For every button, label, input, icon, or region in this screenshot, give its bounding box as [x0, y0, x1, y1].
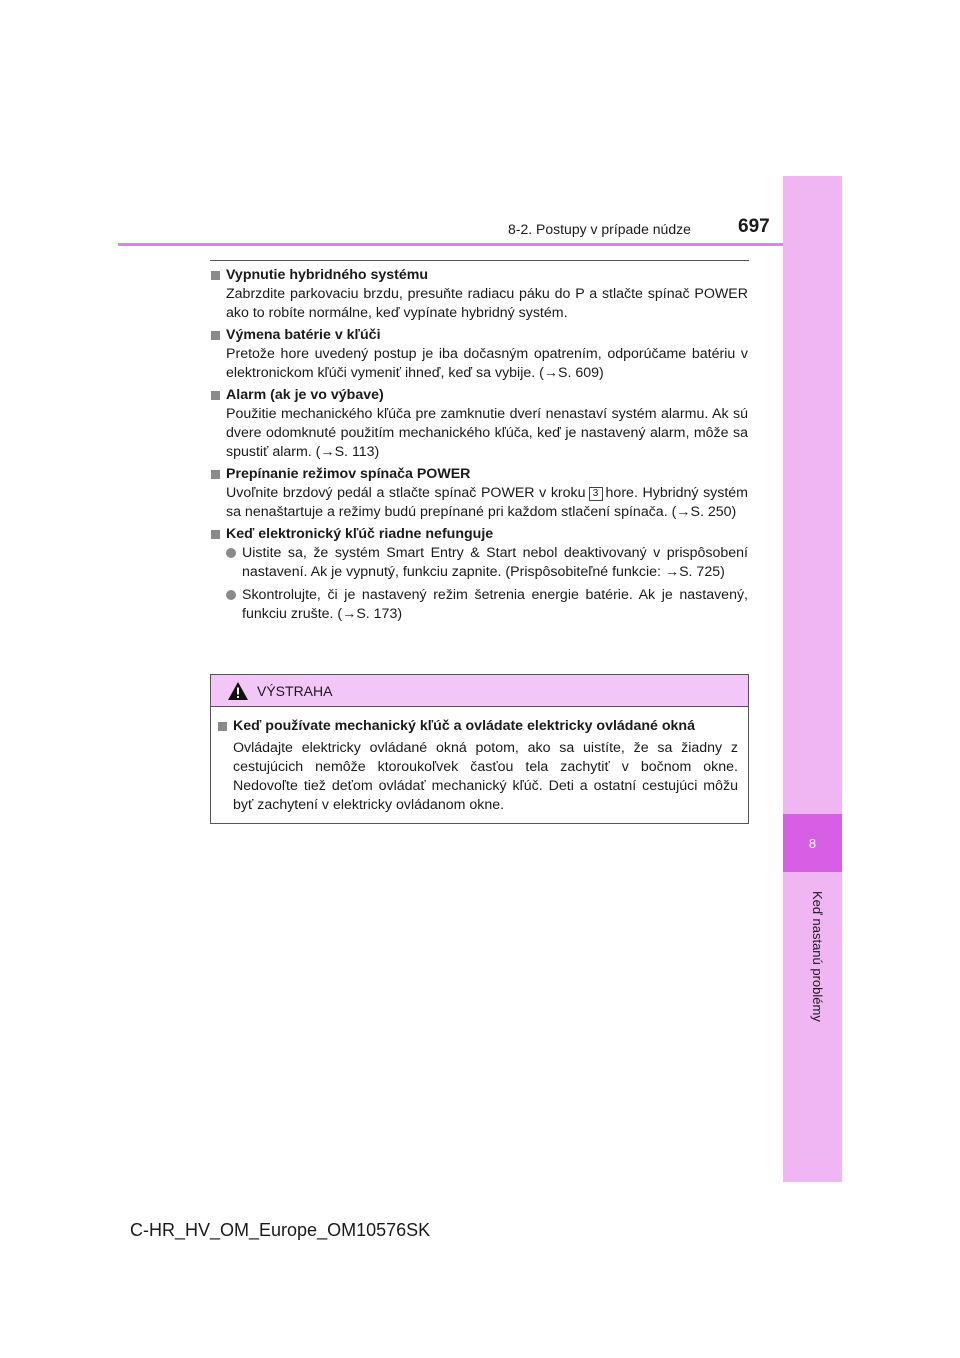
circle-bullet-icon: [226, 590, 236, 600]
list-item: [210, 544, 748, 582]
item-hybrid-shutdown: [210, 266, 748, 323]
item-title: Vypnutie hybridného systému: [226, 267, 429, 283]
item-text: Pretože hore uvedený postup je iba dočasným opatrením, odporúčame batériu v elektronickom kľúči vymeniť ihneď, keď sa vybije. (→S. 609): [226, 346, 748, 381]
warning-label: VÝSTRAHA: [257, 682, 333, 699]
warning-header: [211, 675, 748, 707]
square-bullet-icon: [218, 722, 227, 731]
header-divider: [118, 243, 783, 246]
chapter-title: Keď nastanú problémy: [810, 891, 825, 1022]
item-alarm: [210, 386, 748, 462]
item-key-malfunction: [210, 525, 748, 624]
chapter-side-tab: [783, 176, 842, 1182]
warning-triangle-icon: [227, 681, 249, 701]
item-power-modes: [210, 465, 748, 522]
square-bullet-icon: [211, 271, 220, 280]
item-title: Alarm (ak je vo výbave): [226, 387, 384, 403]
square-bullet-icon: [211, 530, 220, 539]
document-id: C-HR_HV_OM_Europe_OM10576SK: [130, 1220, 431, 1240]
warning-title: Keď používate mechanický kľúč a ovládate elektricky ovládané okná: [233, 718, 695, 734]
item-title: Keď elektronický kľúč riadne nefunguje: [226, 526, 494, 542]
item-text: [210, 484, 748, 522]
square-bullet-icon: [211, 470, 220, 479]
item-text-before: Uvoľnite brzdový pedál a stlačte spínač POWER v kroku: [226, 485, 586, 501]
item-key-battery: [210, 326, 748, 383]
square-bullet-icon: [211, 331, 220, 340]
warning-body: [211, 707, 748, 815]
list-item: [210, 586, 748, 624]
step-number-box: 3: [589, 487, 603, 501]
item-text: Použitie mechanického kľúča pre zamknutie dverí nenastaví systém alarmu. Ak sú dvere odomknuté použitím mechanického kľúča, keď je nastavený alarm, môže sa spustiť alarm. (→S. 113): [226, 406, 748, 460]
warning-box: [210, 674, 749, 824]
chapter-number: 8: [783, 814, 842, 872]
square-bullet-icon: [211, 391, 220, 400]
page-number: 697: [738, 216, 770, 237]
item-text: Zabrzdite parkovaciu brzdu, presuňte radiacu páku do P a stlačte spínač POWER ako to robíte normálne, keď vypínate hybridný systém.: [226, 286, 748, 321]
content-divider: [210, 260, 749, 261]
item-text-after: hore. Hybridný systém sa nenaštartuje a režimy budú prepínané pri každom stlačení spínača. (→S. 250): [226, 485, 749, 520]
section-title: 8-2. Postupy v prípade núdze: [508, 221, 691, 237]
bullet-text: Skontrolujte, či je nastavený režim šetrenia energie batérie. Ak je nastavený, funkciu zrušte. (→S. 173): [242, 587, 748, 622]
item-title: Prepínanie režimov spínača POWER: [226, 466, 471, 482]
warning-text: Ovládajte elektricky ovládané okná potom, ako sa uistíte, že sa žiadny z cestujúcich nemôže ktoroukoľvek časťou tela zachytiť v bočnom okne. Nedovoľte tiež deťom ovládať mechanický kľúč. Deti a ostatní cestujúci môžu byť zachytení v elektricky ovládanom okne.: [233, 740, 738, 813]
bullet-text: Uistite sa, že systém Smart Entry & Start nebol deaktivovaný v prispôsobení nastavení. Ak je vypnutý, funkciu zapnite. (Prispôsobiteľné funkcie: →S. 725): [242, 545, 748, 580]
content: [210, 266, 748, 627]
circle-bullet-icon: [226, 548, 236, 558]
item-title: Výmena batérie v kľúči: [226, 327, 381, 343]
